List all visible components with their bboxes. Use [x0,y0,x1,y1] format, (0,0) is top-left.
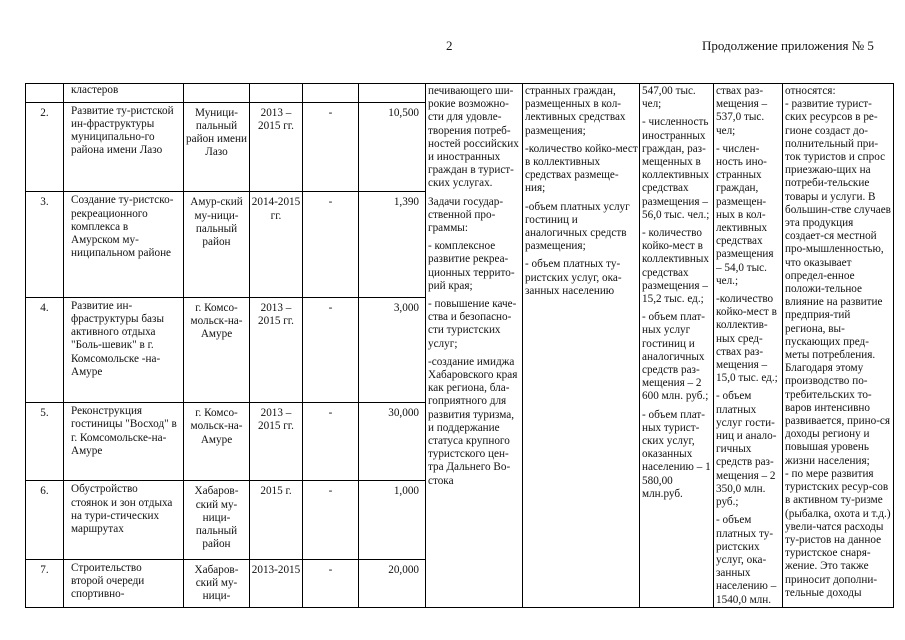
cell-name-continued: кластеров [64,84,184,103]
indicator-item: -количество койко-мест в коллективных средствах размеще-ния; [525,142,638,195]
baseline-value-item: - числен-ность ино-странных граждан, размещен-ных в кол-лективных средствах размещения – 54,0 тыс. чел.; [716,142,774,287]
project-name: Создание ту-ристско-рекреационного комплекса в Амурском му-ниципальном районе [64,192,184,297]
territory: Амур-ский му-ници-пальный район [184,192,250,297]
effects-cell [783,84,894,608]
baseline-value-item: - объем платных ту-ристских услуг, ока-занных населению – 1540,0 млн. [716,514,777,606]
project-name: Строительство второй очереди спортивно- [64,559,184,607]
territory: Хабаров-ский му-ници-пальный район [184,481,250,559]
program-table [25,83,894,608]
dash-cell: - [303,297,359,402]
row-number: 3. [26,192,64,297]
effect-item: - развитие турист-ских ресурсов в ре-гионе создаст до-полнительный при-ток туристов и спрос приезжаю-щих на потреби-тельские товары и услуги. В большин-стве случаев эта продукция создает-ся местной про-мышленностью, что оказывает определ-енное положи-тельное влияние на развитие предприя-тий региона, вы-пускающих пред-меты потребления. Благодаря этому производство по-требительских то-варов интенсивно развивается, прино-ся доходы региону и повышая уровень жизни населения; [785,98,891,467]
cell-empty [184,84,250,103]
territory: г. Комсо-мольск-на-Амуре [184,403,250,481]
funding-value: 10,500 [359,102,426,192]
dash-cell: - [303,481,359,559]
goals-text: печивающего ши-рокие возможно-сти для удовле-творения потреб-ностей российских и иностранных граждан в турист-ских услугах. [428,85,519,190]
task-item: - комплексное развитие рекреа-ционных террито-рий края; [428,240,515,292]
territory: Муници-пальный район имени Лазо [184,102,250,192]
dash-cell: - [303,192,359,297]
period: 2013 – 2015 гг. [250,297,303,402]
cell-empty [359,84,426,103]
cell-empty [250,84,303,103]
project-name: Развитие ту-ристской ин-фраструктуры муниципально-го района имени Лазо [64,102,184,192]
period: 2013 – 2015 гг. [250,403,303,481]
target-value-item: 547,00 тыс. чел; [642,85,696,111]
funding-value: 30,000 [359,403,426,481]
task-item: -создание имиджа Хабаровского края как региона, бла-гоприятного для развития туризма, и поддержание статуса крупного туристского цен-тра Дальнего Во-стока [428,355,518,487]
cell-num-empty [26,84,64,103]
dash-cell: - [303,102,359,192]
row-number: 6. [26,481,64,559]
baseline-value-item: ствах раз-мещения – 537,0 тыс. чел; [716,85,768,137]
period: 2013-2015 [250,559,303,607]
baseline-value-item: -количество койко-мест в коллектив-ных сред-ствах раз-мещения – 15,0 тыс. ед.; [716,293,778,385]
task-item: - повышение каче-ства и безопасно-сти туристских услуг; [428,298,517,350]
cell-empty [303,84,359,103]
row-number: 5. [26,403,64,481]
target-value-item: - объем плат-ных турист-ских услуг, оказанных населению – 1 580,00 млн.руб. [642,408,711,500]
page-number: 2 [446,38,453,53]
effects-heading: относятся: [785,85,836,97]
target-value-item: - объем плат-ных услуг гостиниц и аналогичных средств раз-мещения – 2 600 млн. руб.; [642,311,709,403]
funding-value: 1,390 [359,192,426,297]
appendix-continuation-label: Продолжение приложения № 5 [702,38,874,53]
indicator-item: - объем платных ту-ристских услуг, ока-занных населению [525,258,622,297]
territory: Хабаров-ский му-ници- [184,559,250,607]
target-value-item: - численность иностранных граждан, раз-мещенных в коллективных средствах размещения – 56,0 тыс. чел.; [642,116,710,221]
funding-value: 20,000 [359,559,426,607]
period: 2013 – 2015 гг. [250,102,303,192]
baseline-values-cell [714,84,783,608]
row-number: 4. [26,297,64,402]
indicator-item: странных граждан, размещенных в кол-лективных средствах размещения; [525,85,626,137]
funding-value: 3,000 [359,297,426,402]
dash-cell: - [303,403,359,481]
project-name: Обустройство стоянок и зон отдыха на тури-стических маршрутах [64,481,184,559]
goals-and-tasks-cell [426,84,523,608]
period: 2015 г. [250,481,303,559]
table-row-continuation [26,84,894,103]
baseline-value-item: - объем платных услуг гости-ниц и анало-гичных средств раз-мещения – 2 350,0 млн. руб.; [716,390,777,509]
indicator-item: -объем платных услуг гостиниц и аналогичных средств размещения; [525,200,630,253]
tasks-heading: Задачи государ-ственной про-граммы: [428,195,504,235]
indicators-cell [523,84,640,608]
period: 2014-2015 гг. [250,192,303,297]
row-number: 7. [26,559,64,607]
project-name: Реконструкция гостиницы "Восход" в г. Комсомольске-на-Амуре [64,403,184,481]
dash-cell: - [303,559,359,607]
row-number: 2. [26,102,64,192]
territory: г. Комсо-мольск-на-Амуре [184,297,250,402]
funding-value: 1,000 [359,481,426,559]
project-name: Развитие ин-фраструктуры базы активного отдыха "Боль-шевик" в г. Комсомольске -на-Амуре [64,297,184,402]
target-value-item: - количество койко-мест в коллективных средствах размещения – 15,2 тыс. ед.; [642,227,709,306]
effect-item: - по мере развития туристских ресур-сов в активном ту-ризме (рыбалка, охота и т.д.) увели-чатся расходы ту-ристов на данное туристское снаря-жение. Это также приносит дополни-тельные доходы [785,467,891,599]
target-values-cell [640,84,714,608]
